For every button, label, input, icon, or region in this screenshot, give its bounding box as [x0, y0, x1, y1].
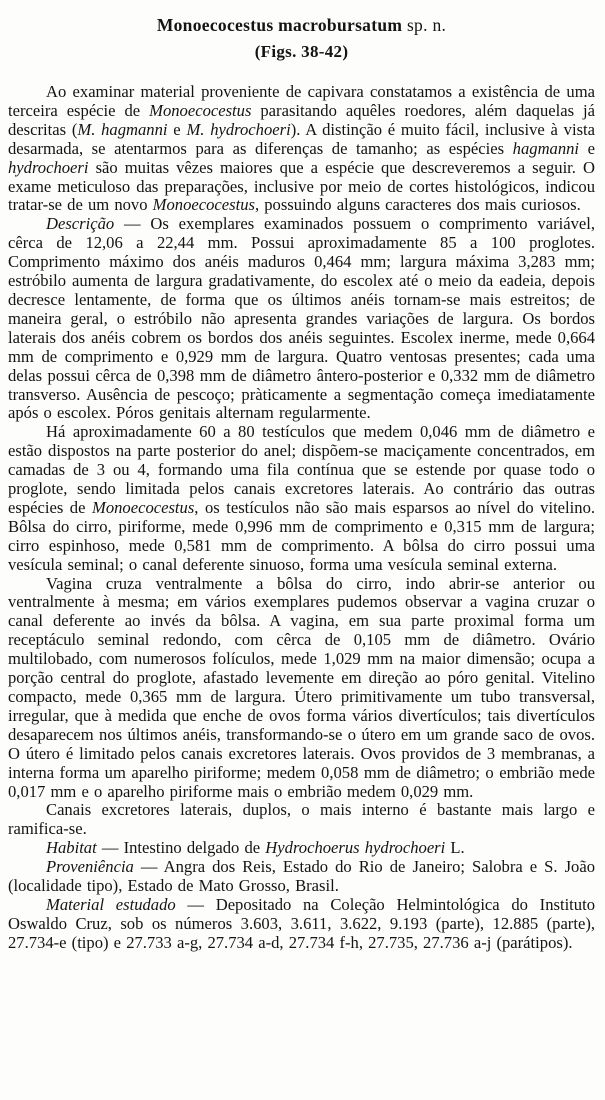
figure-reference: (Figs. 38-42)	[254, 42, 349, 61]
paragraph	[8, 215, 595, 423]
article-body	[8, 83, 595, 953]
species-title	[8, 14, 595, 36]
paragraph	[8, 423, 595, 574]
text-run: — Intestino delgado de	[96, 838, 266, 858]
species-name: Monoecocestus macrobursatum	[156, 15, 403, 35]
paragraph	[8, 575, 595, 802]
text-run: são muitas vêzes maiores que a espécie que descreveremos a seguir. O exame meticuloso das preparações, inclusive por meio de cortes histológicos, indicou tratar-se de um novo	[8, 157, 595, 215]
text-run: Canais excretores laterais, duplos, o mais interno é bastante mais largo e ramifica-se.	[8, 800, 595, 839]
text-run: — Depositado na Coleção Helmintológica do Instituto Oswaldo Cruz, sob os números 3.603, 3.611, 3.622, 9.193 (parte), 12.885 (parte), 27.734-e (tipo) e 27.733 a-g, 27.734 a-d, 27.734 f-h, 27.735, 27.736 a-j (parátipos).	[8, 894, 595, 952]
species-title-suffix: sp. n.	[402, 15, 447, 35]
text-run: ). A distinção é muito fácil, inclusive à vista desarmada, se atentarmos para as diferenças de tamanho; as espécies	[8, 119, 596, 158]
italic-run: Monoecocestus	[152, 195, 255, 215]
text-run: , os testículos não são mais esparsos ao nível do vitelino. Bôlsa do cirro, piriforme, mede 0,996 mm de comprimento e 0,315 mm de largura; cirro espinhoso, mede 0,581 mm de comprimento. A bôlsa do cirro possui uma vesícula seminal; o canal deferente sinuoso, forma uma vesícula seminal externa.	[8, 497, 596, 574]
paragraph	[8, 858, 595, 896]
paragraph	[8, 801, 595, 839]
italic-run: M. hydrochoeri	[186, 119, 291, 139]
text-run: Ao examinar material proveniente de capivara constatamos a existência de uma terceira espécie de	[8, 82, 595, 120]
italic-run: M. hagmanni	[77, 119, 168, 139]
italic-run: Habitat	[46, 838, 97, 858]
text-run: — Os exemplares examinados possuem o comprimento variável, cêrca de 12,06 a 22,44 mm. Possui aproximadamente 85 a 100 proglotes. Comprimento máximo dos anéis maduros 0,464 mm; largura máxima 3,283 mm; estróbilo aumenta de largura gradativamente, do escolex até o meio da eadeia, depois decresce lentamente, de forma que os últimos anéis tornam-se mais estreitos; de maneira geral, o estróbilo não apresenta grandes variações de largura. Os bordos laterais dos anéis cobrem os bordos dos anéis seguintes. Escolex inerme, mede 0,664 mm de comprimento e 0,929 mm de largura. Quatro ventosas presentes; cada uma delas possui cêrca de 0,398 mm de diâmetro ântero-posterior e 0,332 mm de diâmetro transverso. Ausência de pescoço; pràticamente a segmentação começa imediatamente após o escolex. Póros genitais alternam regularmente.	[8, 214, 595, 423]
text-run: e	[579, 138, 595, 158]
italic-run: hagmanni	[512, 138, 580, 158]
text-run: parasitando aquêles roedores, além daquelas já descritas (	[8, 100, 596, 139]
italic-run: Monoecocestus	[92, 497, 195, 517]
italic-run: Monoecocestus	[149, 100, 252, 120]
paragraph	[8, 896, 595, 953]
text-run: — Angra dos Reis, Estado do Rio de Janeiro; Salobra e S. João (localidade tipo), Estado de Mato Grosso, Brasil.	[8, 857, 595, 896]
italic-run: Descrição	[46, 214, 115, 234]
italic-run: Material estudado	[46, 894, 176, 914]
paragraph	[8, 839, 595, 858]
italic-run: Proveniência	[46, 857, 134, 877]
text-run: e	[167, 119, 187, 139]
paragraph	[8, 83, 595, 215]
italic-run: hydrochoeri	[8, 157, 89, 177]
text-run: L.	[445, 838, 465, 858]
italic-run: Hydrochoerus hydrochoeri	[265, 838, 446, 858]
text-run: Há aproximadamente 60 a 80 testículos que medem 0,046 mm de diâmetro e estão dispostos na parte posterior do anel; dispõem-se maciçamente concentrados, em camadas de 3 ou 4, formando uma fila contínua que se estende por quase todo o proglote, sendo limitada pelos canais excretores laterais. Ao contrário das outras espécies de	[8, 422, 595, 517]
text-run: , possuindo alguns caracteres dos mais curiosos.	[254, 195, 581, 215]
text-run: Vagina cruza ventralmente a bôlsa do cirro, indo abrir-se anterior ou ventralmente à mesma; em vários exemplares pudemos observar a vagina cruzar o canal deferente ao invés da bôlsa. A vagina, em sua parte proximal forma um receptáculo seminal redondo, com cêrca de 0,105 mm de diâmetro. Ovário multilobado, com numerosos folículos, mede 1,029 mm na maior dimensão; ocupa a porção central do proglote, afastado levemente em direção ao póro genital. Vitelino compacto, mede 0,365 mm de largura. Útero primitivamente um tubo transversal, irregular, que à medida que enche de ovos forma vários divertículos; tais divertículos desaparecem nos últimos anéis, transformando-se o útero em um grande saco de ovos. O útero é limitado pelos canais excretores laterais. Ovos providos de 3 membranas, a interna forma um aparelho piriforme; medem 0,058 mm de diâmetro; o embrião mede 0,017 mm e o aparelho piriforme mais o embrião medem 0,029 mm.	[8, 573, 595, 801]
